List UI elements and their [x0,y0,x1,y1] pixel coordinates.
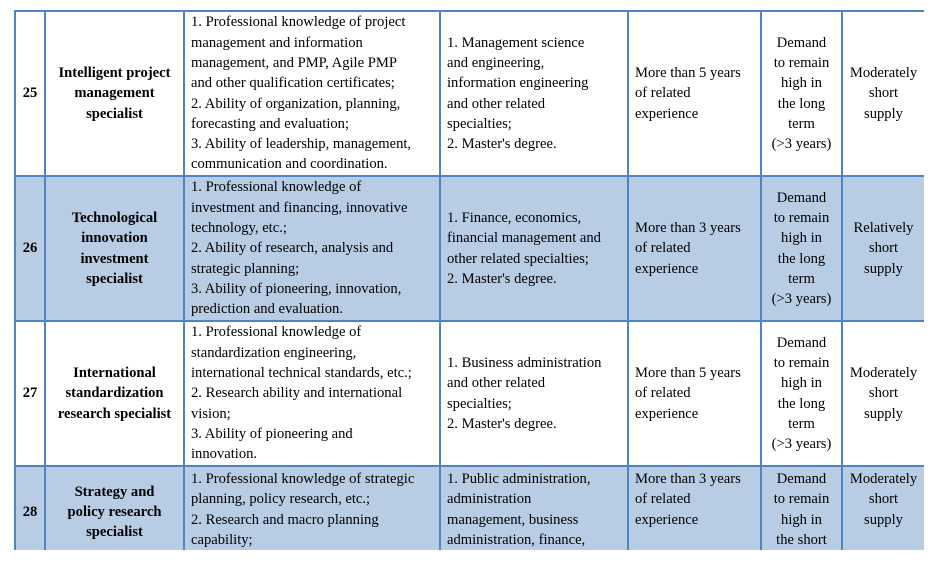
cell-line: 1. Business administration [447,354,602,371]
cell-line: to remain [773,354,830,371]
cell-line: the long [777,395,826,412]
cell-line: the long [777,95,826,112]
job-title [45,176,184,321]
cell-line: Demand [776,189,827,206]
cell-line: experience [635,105,699,122]
cell-line: 1. Professional knowledge of project [191,14,406,31]
cell-line: management, and PMP, Agile PMP [191,54,397,71]
cell-line: and other related [447,375,546,392]
cell-line: of related [635,240,691,257]
cell-line: standardization engineering, [191,344,357,361]
education-requirements [440,11,628,176]
row-number: 25 [15,11,45,176]
cell-line: research specialist [57,405,172,422]
cell-line: information engineering [447,75,589,92]
cell-line: supply [864,105,903,122]
cell-line: experience [635,260,699,277]
supply-status [842,176,924,321]
cell-line: supply [864,405,903,422]
cell-line: Demand [776,334,827,351]
cell-line: (>3 years) [771,291,832,308]
cell-line: high in [781,75,822,92]
skill-requirements [184,321,440,466]
cell-line: More than 5 years [635,365,741,382]
cell-line: communication and coordination. [191,156,388,173]
cell-line: 1. Professional knowledge of [191,324,362,341]
skill-requirements [184,466,440,550]
experience-requirement [628,466,761,550]
cell-line: other related specialties; [447,250,589,267]
cell-line: experience [635,405,699,422]
cell-line: prediction and evaluation. [191,301,343,318]
job-title [45,11,184,176]
cell-line: term [788,415,815,432]
cell-line: Demand [776,34,827,51]
cell-line: capability; [191,531,253,548]
cell-line: short [868,385,899,402]
cell-line: strategic planning; [191,260,300,277]
education-requirements [440,321,628,466]
row-number: 27 [15,321,45,466]
cell-line: high in [781,511,822,528]
cell-line: 1. Professional knowledge of [191,179,362,196]
cell-line: to remain [773,209,830,226]
cell-line: (>3 years) [771,136,832,153]
table-row [15,11,924,176]
cell-line: administration [447,491,532,508]
cell-line: Moderately [849,471,918,487]
cell-line: (>3 years) [771,436,832,453]
cell-line: 2. Ability of research, analysis and [191,240,394,257]
job-title [45,321,184,466]
supply-status [842,11,924,176]
cell-line: vision; [191,405,231,422]
cell-line: specialties; [447,395,512,412]
experience-requirement [628,321,761,466]
education-requirements [440,176,628,321]
cell-line: Strategy and [74,483,155,500]
experience-requirement [628,11,761,176]
cell-line: experience [635,511,699,528]
cell-line: 3. Ability of pioneering, innovation, [191,280,402,297]
demand-outlook [761,466,842,550]
cell-line: term [788,270,815,287]
row-number: 28 [15,466,45,550]
cell-line: supply [864,260,903,277]
cell-line: 1. Public administration, [447,471,591,487]
cell-line: of related [635,491,691,508]
cell-line: financial management and [447,230,601,247]
cell-line: and other related [447,95,546,112]
cell-line: standardization [65,385,164,402]
cell-line: administration, finance, [447,531,586,548]
cell-line: 2. Research and macro planning [191,511,379,528]
cell-line: 3. Ability of pioneering and [191,425,353,442]
cell-line: 2. Master's degree. [447,136,557,153]
cell-line: International [73,365,156,382]
cell-line: and other qualification certificates; [191,75,395,92]
cell-line: technology, etc.; [191,220,287,237]
cell-line: 2. Ability of organization, planning, [191,95,401,112]
supply-status [842,321,924,466]
cell-line: 1. Finance, economics, [447,209,582,226]
job-title [45,466,184,550]
cell-line: and engineering, [447,54,545,71]
cell-line: of related [635,385,691,402]
row-number: 26 [15,176,45,321]
cell-line: More than 3 years [635,220,741,237]
cell-line: specialties; [447,115,512,132]
skill-requirements [184,176,440,321]
cell-line: Moderately [849,65,918,82]
cell-line: Intelligent project [58,65,171,82]
cell-line: specialist [86,105,143,122]
cell-line: supply [864,511,903,528]
cell-line: international technical standards, etc.; [191,365,412,382]
table-container [14,10,924,550]
cell-line: Moderately [849,365,918,382]
cell-line: policy research [67,503,162,520]
cell-line: short [868,240,899,257]
cell-line: the long [777,250,826,267]
cell-line: innovation [81,230,148,247]
cell-line: short [868,491,899,508]
cell-line: of related [635,85,691,102]
table-row [15,466,924,550]
cell-line: management, business [447,511,579,528]
demand-outlook [761,321,842,466]
cell-line: Technological [71,209,158,226]
cell-line: management [74,85,155,102]
cell-line: 2. Master's degree. [447,270,557,287]
cell-line: specialist [86,270,143,287]
cell-line: high in [781,375,822,392]
cell-line: More than 3 years [635,471,741,487]
cell-line: 1. Management science [447,34,585,51]
cell-line: Relatively [853,220,914,237]
cell-line: term [788,115,815,132]
cell-line: to remain [773,54,830,71]
cell-line: 1. Professional knowledge of strategic [191,471,415,487]
cell-line: management and information [191,34,363,51]
cell-line: 3. Ability of leadership, management, [191,136,412,153]
cell-line: specialist [86,524,143,541]
table-row [15,321,924,466]
cell-line: innovation. [191,446,258,463]
skill-requirements [184,11,440,176]
cell-line: More than 5 years [635,65,741,82]
table-row [15,176,924,321]
cell-line: to remain [773,491,830,508]
supply-status [842,466,924,550]
cell-line: investment [80,250,149,267]
education-requirements [440,466,628,550]
cell-line: short [868,85,899,102]
cell-line: Demand [776,471,827,487]
cell-line: forecasting and evaluation; [191,115,350,132]
cell-line: 2. Master's degree. [447,415,557,432]
demand-outlook [761,176,842,321]
experience-requirement [628,176,761,321]
cell-line: the short [776,531,827,548]
demand-outlook [761,11,842,176]
cell-line: 2. Research ability and international [191,385,403,402]
talent-demand-table [14,10,924,550]
cell-line: planning, policy research, etc.; [191,491,371,508]
cell-line: investment and financing, innovative [191,199,408,216]
cell-line: high in [781,230,822,247]
